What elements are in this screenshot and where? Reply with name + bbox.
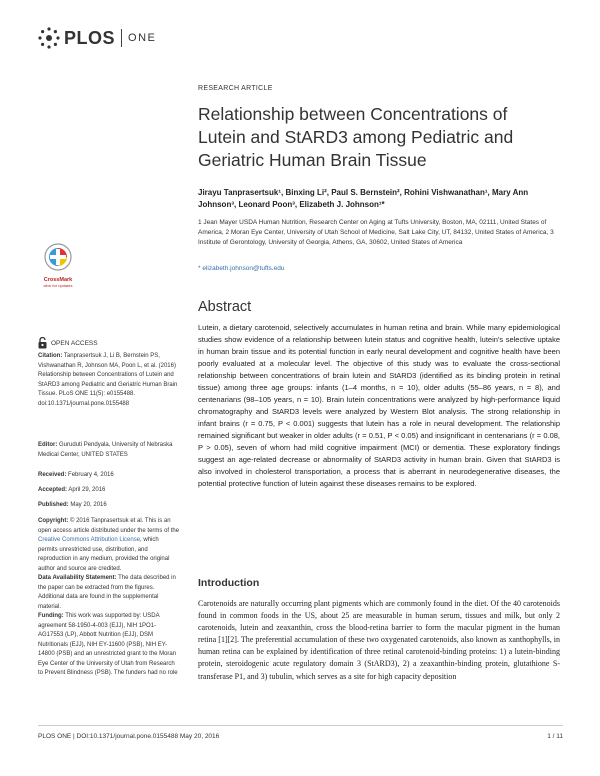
accepted-label: Accepted: bbox=[38, 487, 68, 493]
article-title: Relationship between Concentrations of Lutein and StARD3 among Pediatric and Geriatric Human Brain Tissue bbox=[198, 104, 514, 170]
copyright-block bbox=[38, 517, 180, 574]
funding-text: This work was supported by: USDA agreement 58-1950-4-003 (EJJ), NIH 1PO1-AG17553 (LP), Abbott Nutrition (EJJ), DSM Nutritionals (EJJ), NIH EY-11600 (PSB), NIH EY-14800 (PSB) and an unrestricted grant to the Moran Eye Center of the University of Utah from Research to Prevent Blindness (PSB). The funders had no role bbox=[38, 613, 178, 676]
footer-citation: PLOS ONE | DOI:10.1371/journal.pone.0155488 May 20, 2016 bbox=[38, 733, 220, 740]
published-date: May 20, 2016 bbox=[70, 502, 107, 508]
data-availability-text: The data described in the paper can be extracted from the figures. Additional data are found in the supplemental material. bbox=[38, 575, 176, 610]
open-lock-icon bbox=[38, 337, 47, 349]
corresponding-email-link[interactable]: * elizabeth.johnson@tufts.edu bbox=[198, 265, 285, 272]
crossmark-label: CrossMark bbox=[43, 277, 73, 283]
crossmark-icon bbox=[44, 243, 72, 271]
affiliations: 1 Jean Mayer USDA Human Nutrition, Research Center on Aging at Tufts University, Boston, MA, 02111, United States of America, 2 Moran Eye Center, University of Utah School of Medicine, Salt Lake City, UT, 84132, United States of America, 3 Institute of Gerontology, University of Georgia, Athens, GA, 30602, United States of America bbox=[198, 219, 554, 246]
published-block bbox=[38, 501, 180, 511]
journal-logo-sub: ONE bbox=[128, 32, 157, 44]
funding-block bbox=[38, 612, 180, 679]
citation-block bbox=[38, 352, 180, 409]
editor-text: Guruduti Pendyala, University of Nebraska Medical Center, UNITED STATES bbox=[38, 442, 173, 458]
accepted-date: April 29, 2016 bbox=[68, 487, 106, 493]
plos-dots-icon bbox=[38, 27, 60, 49]
article-type: RESEARCH ARTICLE bbox=[198, 85, 273, 92]
published-label: Published: bbox=[38, 502, 69, 508]
cc-license-link[interactable]: Creative Commons Attribution License bbox=[38, 537, 141, 543]
logo-divider bbox=[121, 29, 122, 47]
author-list: Jirayu Tanprasertsuk¹, Binxing Li², Paul S. Bernstein², Rohini Vishwanathan¹, Mary Ann Johnson³, Leonard Poon³, Elizabeth J. Johnson¹* bbox=[198, 188, 529, 209]
page-footer bbox=[38, 733, 563, 740]
copyright-text-2: , which permits unrestricted use, distribution, and reproduction in any medium, provided the original author and source are credited. bbox=[38, 537, 170, 572]
crossmark-badge[interactable] bbox=[38, 243, 78, 288]
received-label: Received: bbox=[38, 472, 67, 478]
abstract-body: Lutein, a dietary carotenoid, selectively accumulates in human retina and brain. While many epidemiological studies show evidence of a relationship between lutein status and cognitive health, lutein's selective uptake in human brain tissue and its potential function in early neural development and cognitive health have been poorly evaluated at a molecular level. The objective of this study was to evaluate the cross-sectional relationship between concentrations of brain lutein and StARD3 (identified as its binding protein in retinal tissue) among three age groups: infants (1–4 months, n = 10), older adults (55–86 years, n = 8), and centenarians (98–105 years, n = 10). Brain lutein concentrations were analyzed by high-performance liquid chromatography and StARD3 levels were analyzed by Western Blot analysis. The strong relationship in infant brains (r = 0.75, P < 0.001) suggests that lutein has a role in neural development. The relationship remained significant but weaker in older adults (r = 0.51, P < 0.05) and insignificant in centenarians (r = 0.08, P > 0.05), seven of whom had mild cognitive impairment (MCI) or dementia. These exploratory findings suggest an age-related decrease or abnormality of StARD3 activity in human brain. Given that StARD3 is also involved in cholesterol transportation, a process that is aberrant in neurodegenerative diseases, the potential protective function of lutein against these diseases remains to be explored. bbox=[198, 323, 560, 488]
editor-block bbox=[38, 441, 180, 460]
copyright-label: Copyright: bbox=[38, 518, 69, 524]
journal-logo[interactable] bbox=[38, 26, 156, 50]
open-access-badge bbox=[38, 337, 98, 349]
introduction-heading: Introduction bbox=[198, 577, 260, 589]
funding-label: Funding: bbox=[38, 613, 64, 619]
introduction-body: Carotenoids are naturally occurring plant pigments which are commonly found in the diet. Of the 40 carotenoids found in common foods in the US, about 25 are measurable in human serum, tissues and milk, but only 2 carotenoids, lutein and zeaxanthin, cross the blood-retina barrier to form the macular pigment in the human retina [1][2]. The preferential accumulation of these two oxygenated carotenoids, also known as xanthophylls, in human retina can be explained by identification of three retinal carotenoid-binding proteins: 1) a lutein-binding protein, steroidogenic acute regulatory domain 3 (StARD3), 2) a zeaxanthin-binding protein, glutathione S-transferase P1, and 3) tubulin, which serves as a site for high capacity deposition bbox=[198, 599, 560, 681]
crossmark-sublabel: click for updates bbox=[43, 283, 73, 288]
received-date: February 4, 2016 bbox=[68, 472, 114, 478]
open-access-label: OPEN ACCESS bbox=[51, 339, 98, 347]
footer-divider bbox=[38, 725, 563, 726]
abstract-heading: Abstract bbox=[198, 299, 252, 315]
page-number: 1 / 11 bbox=[547, 733, 563, 740]
citation-label: Citation: bbox=[38, 353, 63, 359]
accepted-block bbox=[38, 486, 180, 496]
data-availability-label: Data Availability Statement: bbox=[38, 575, 117, 581]
received-block bbox=[38, 471, 180, 481]
editor-label: Editor: bbox=[38, 442, 58, 448]
citation-text: Tanprasertsuk J, Li B, Bernstein PS, Vishwanathan R, Johnson MA, Poon L, et al. (2016) Relationship between Concentrations of Lutein and StARD3 among Pediatric and Geriatric Human Brain Tissue. PLoS ONE 11(5): e0155488. doi:10.1371/journal.pone.0155488 bbox=[38, 353, 178, 407]
copyright-text-1: © 2016 Tanprasertsuk et al. This is an open access article distributed under the terms of the bbox=[38, 518, 180, 534]
journal-logo-text: PLOS bbox=[64, 27, 116, 48]
data-availability-block bbox=[38, 574, 180, 612]
